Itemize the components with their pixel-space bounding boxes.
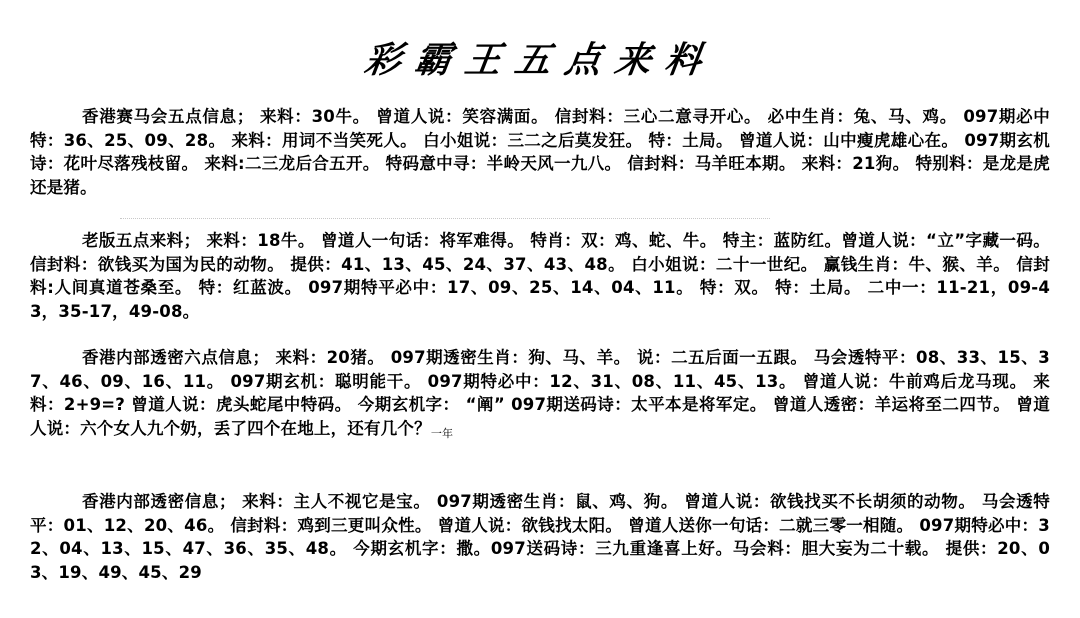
- paragraph-old-version: 老版五点来料； 来料：18牛。 曾道人一句话：将军难得。 特肖：双：鸡、蛇、牛。 特主：蓝防红。曾道人说：“立”字藏一码。信封料：欲钱买为国为民的动物。 提供：41、13、45、24、37、43、48。 白小姐说：二十一世纪。 赢钱生肖：牛、猴、羊。 信封料:人间真道苍桑至。 特：红蓝波。 097期特平必中：17、09、25、14、04、11。 特：双。 特：土局。 二中一：11-21，09-43，35-17，49-08。: [30, 231, 1050, 321]
- paragraph-inside-info: 香港内部透密信息； 来料：主人不视它是宝。 097期透密生肖：鼠、鸡、狗。 曾道人说：欲钱找买不长胡须的动物。 马会透特平：01、12、20、46。 信封料：鸡到三更叫众性。 曾道人说：欲钱找太阳。 曾道人送你一句话：二就三零一相随。 097期特必中：32、04、13、15、47、36、35、48。 今期玄机字：撒。097送码诗：三九重逢喜上好。马会料：胆大妄为二十载。 提供：20、03、19、49、45、29: [30, 492, 1050, 582]
- page-title: 彩霸王五点来料: [362, 39, 718, 81]
- tail-mark: 一年: [430, 426, 454, 440]
- paragraph-six-point-text: 香港内部透密六点信息； 来料：20猪。 097期透密生肖：狗、马、羊。 说：二五后面一五跟。 马会透特平：08、33、15、37、46、09、16、11。 097期玄机：聪明能干。 097期特必中：12、31、08、11、45、13。 曾道人说：牛前鸡后龙马现。 来料：2+9=? 曾道人说：虎头蛇尾中特码。 今期玄机字： “阐” 097期送码诗：太平本是将军定。 曾道人透密：羊运将至二四节。 曾道人说：六个女人九个奶，丢了四个在地上，还有几个？: [30, 348, 1050, 438]
- paragraph-six-point-info: [30, 346, 1050, 445]
- divider: [120, 218, 770, 219]
- paragraph-five-point-info: 香港赛马会五点信息； 来料：30牛。 曾道人说：笑容满面。 信封料：三心二意寻开心。 必中生肖：兔、马、鸡。 097期必中特：36、25、09、28。 来料：用词不当笑死人。 白小姐说：三二之后莫发狂。 特：土局。 曾道人说：山中瘦虎雄心在。 097期玄机诗：花叶尽落残枝留。 来料:二三龙后合五开。 特码意中寻：半岭天风一九八。 信封料：马羊旺本期。 来料：21狗。 特别料：是龙是虎还是猪。: [30, 107, 1050, 197]
